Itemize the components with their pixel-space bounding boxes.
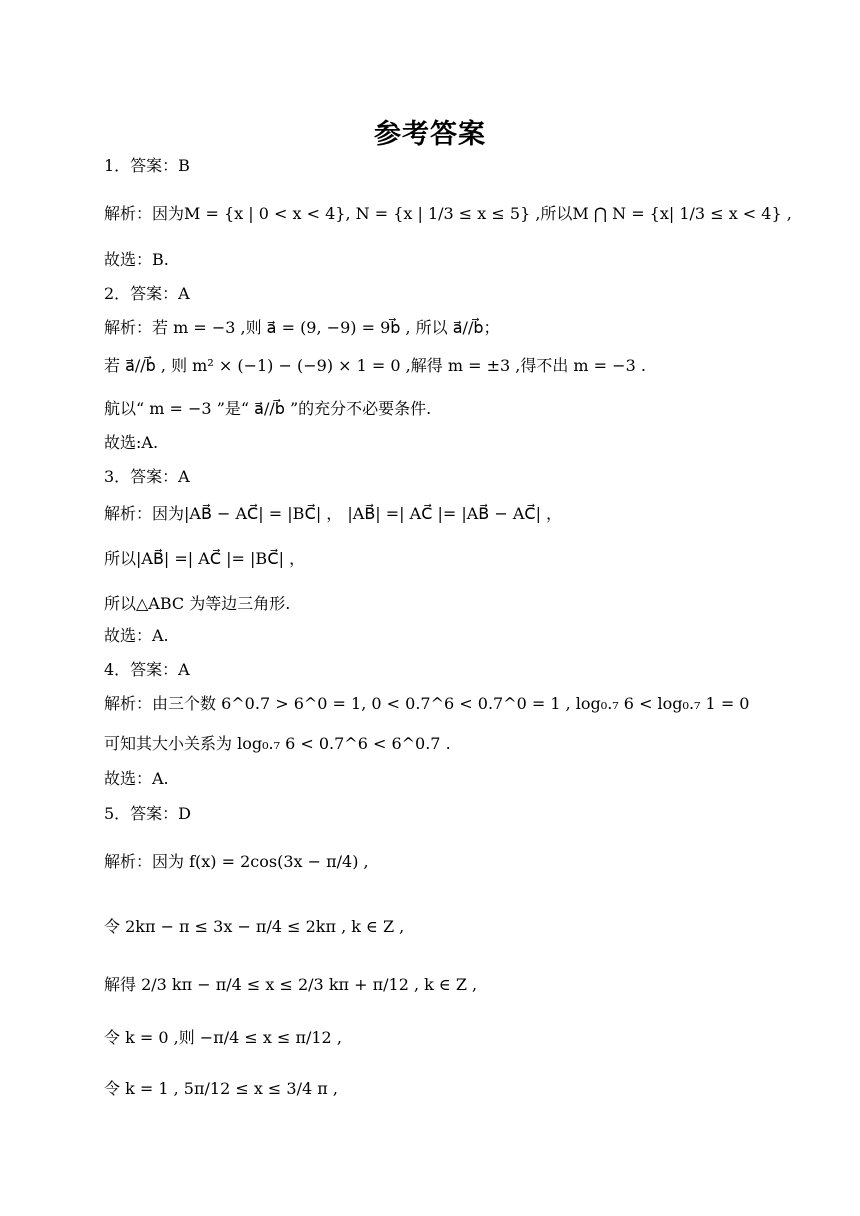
explanation-2-b: 若 a⃗//b⃗ , 则 m² × (−1) − (−9) × 1 = 0 ,解得 m = ±3 ,得不出 m = −3 .: [104, 356, 646, 375]
explanation-5-a: 解析：因为 f(x) = 2cos(3x − π/4) ,: [104, 852, 369, 871]
explanation-3-c: 所以△ABC 为等边三角形.: [104, 594, 291, 613]
explanation-5-d: 令 k = 0 ,则 −π/4 ≤ x ≤ π/12 ,: [104, 1028, 342, 1047]
answer-3: 3．答案：A: [104, 467, 190, 486]
answer-5: 5．答案：D: [104, 804, 192, 823]
explanation-2-a: 解析：若 m = −3 ,则 a⃗ = (9, −9) = 9b⃗ , 所以 a⃗//b⃗；: [104, 318, 500, 337]
explanation-4-b: 可知其大小关系为 log₀.₇ 6 < 0.7^6 < 6^0.7 .: [104, 734, 451, 753]
answer-2: 2．答案：A: [104, 284, 190, 303]
answer-4: 4．答案：A: [104, 660, 190, 679]
explanation-4-a: 解析：由三个数 6^0.7 > 6^0 = 1, 0 < 0.7^6 < 0.7^0 = 1 , log₀.₇ 6 < log₀.₇ 1 = 0: [104, 694, 750, 713]
explanation-3-a: 解析：因为|AB⃗ − AC⃗| = |BC⃗| ， |AB⃗| =| AC⃗ |= |AB⃗ − AC⃗| ，: [104, 504, 563, 523]
explanation-5-b: 令 2kπ − π ≤ 3x − π/4 ≤ 2kπ , k ∈ Z ,: [104, 917, 405, 936]
explanation-5-c: 解得 2/3 kπ − π/4 ≤ x ≤ 2/3 kπ + π/12 , k ∈ Z ,: [104, 975, 478, 994]
explanation-2-c: 航以“ m = −3 ”是“ a⃗//b⃗ ”的充分不必要条件.: [104, 399, 432, 418]
explanation-3-b: 所以|AB⃗| =| AC⃗ |= |BC⃗| ，: [104, 549, 306, 568]
explanation-1: 解析：因为M = {x | 0 < x < 4}, N = {x | 1/3 ≤ x ≤ 5} ,所以M ⋂ N = {x| 1/3 ≤ x < 4} ,: [104, 204, 792, 223]
choice-3: 故选：A.: [104, 626, 169, 645]
answer-1: 1．答案：B: [104, 156, 190, 175]
choice-1: 故选：B.: [104, 250, 169, 269]
choice-2: 故选:A.: [104, 433, 159, 452]
choice-4: 故选：A.: [104, 769, 169, 788]
explanation-5-e: 令 k = 1 , 5π/12 ≤ x ≤ 3/4 π ,: [104, 1079, 338, 1098]
page-title: 参考答案: [374, 119, 486, 150]
